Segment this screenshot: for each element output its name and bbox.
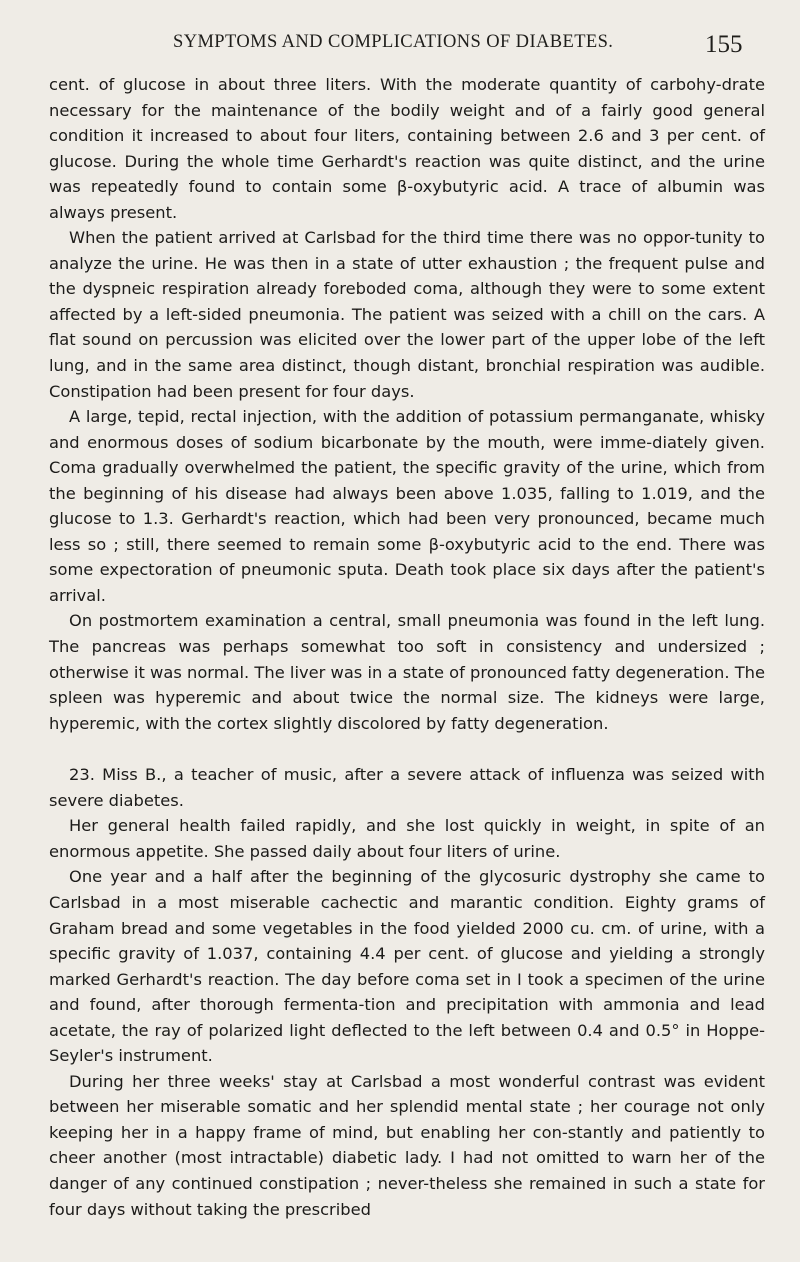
paragraph: When the patient arrived at Carlsbad for the third time there was no oppor-tunity to analyze the urine. He was then in a state of utter exhaustion ; the frequent pulse and the dyspneic respiration already foreboded coma, although they were to some extent affected by a left-sided pneumonia. The patient was seized with a chill on the cars. A flat sound on percussion was elicited over the lower part of the upper lobe of the left lung, and in the same area distinct, though distant, bronchial respiration was audible. Constipation had been present for four days. xyxy=(49,228,765,401)
running-title: SYMPTOMS AND COMPLICATIONS OF DIABETES. xyxy=(173,32,614,52)
paragraph: A large, tepid, rectal injection, with the addition of potassium permanganate, whisky and enormous doses of sodium bicarbonate by the mouth, were imme-diately given. Coma gradually overwhelmed the patient, the specific gravity of the urine, which from the beginning of his disease had always been above 1.035, falling to 1.019, and the glucose to 1.3. Gerhardt's reaction, which had been very pronounced, became much less so ; still, there seemed to remain some β-oxybutyric acid to the end. There was some expectoration of pneumonic sputa. Death took place six days after the patient's arrival. xyxy=(49,407,765,605)
body-text xyxy=(49,72,765,1222)
paragraph: One year and a half after the beginning of the glycosuric dystrophy she came to Carlsbad in a most miserable cachectic and marantic condition. Eighty grams of Graham bread and some vegetables in the food yielded 2000 cu. cm. of urine, with a specific gravity of 1.037, containing 4.4 per cent. of glucose and yielding a strongly marked Gerhardt's reaction. The day before coma set in I took a specimen of the urine and found, after thorough fermenta-tion and precipitation with ammonia and lead acetate, the ray of polarized light deflected to the left between 0.4 and 0.5° in Hoppe-Seyler's instrument. xyxy=(49,867,765,1066)
case-heading-paragraph: 23. Miss B., a teacher of music, after a severe attack of influenza was seized with severe diabetes. xyxy=(49,765,765,810)
paragraph: cent. of glucose in about three liters. With the moderate quantity of carbohy-drate necessary for the maintenance of the bodily weight and of a fairly good general condition it increased to about four liters, containing between 2.6 and 3 per cent. of glucose. During the whole time Gerhardt's reaction was quite distinct, and the urine was repeatedly found to contain some β-oxybutyric acid. A trace of albumin was always present. xyxy=(49,75,765,222)
paragraph: Her general health failed rapidly, and she lost quickly in weight, in spite of an enormous appetite. She passed daily about four liters of urine. xyxy=(49,816,765,861)
paragraph: On postmortem examination a central, small pneumonia was found in the left lung. The pancreas was perhaps somewhat too soft in consistency and undersized ; otherwise it was normal. The liver was in a state of pronounced fatty degeneration. The spleen was hyperemic and about twice the normal size. The kidneys were large, hyperemic, with the cortex slightly discolored by fatty degeneration. xyxy=(49,611,765,733)
running-header xyxy=(0,30,800,60)
page-number: 155 xyxy=(705,31,743,58)
paragraph: During her three weeks' stay at Carlsbad a most wonderful contrast was evident between her miserable somatic and her splendid mental state ; her courage not only keeping her in a happy frame of mind, but enabling her con-stantly and patiently to cheer another (most intractable) diabetic lady. I had not omitted to warn her of the danger of any continued constipation ; never-theless she remained in such a state for four days without taking the prescribed xyxy=(49,1071,765,1219)
